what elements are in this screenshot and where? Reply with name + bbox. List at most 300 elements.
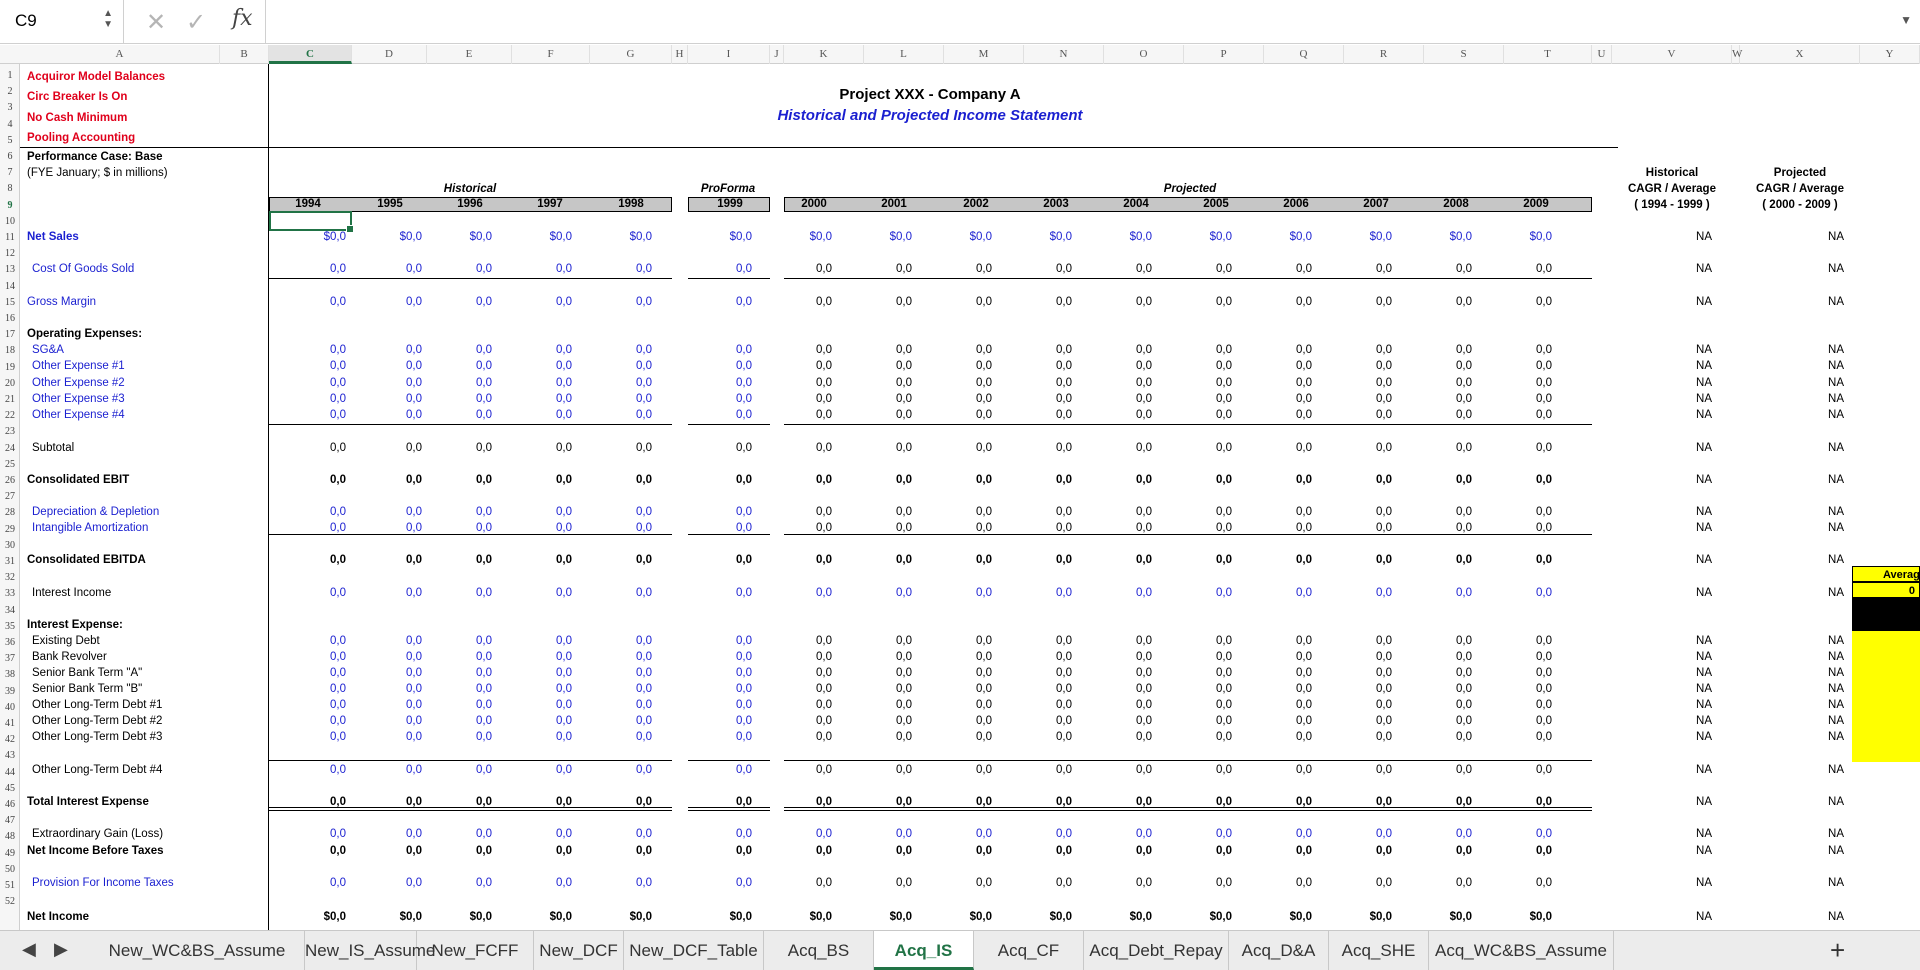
value-cell[interactable]: $0,0 (1449, 911, 1472, 923)
value-cell[interactable]: 0,0 (1456, 845, 1472, 857)
value-cell[interactable]: 0,0 (1296, 263, 1312, 275)
value-cell[interactable]: 0,0 (406, 409, 422, 421)
value-cell[interactable]: 0,0 (736, 731, 752, 743)
row-header-8[interactable]: 8 (7, 183, 13, 195)
column-header-m[interactable]: M (944, 45, 1024, 64)
value-cell[interactable]: 0,0 (1296, 731, 1312, 743)
column-header-b[interactable]: B (220, 45, 269, 64)
value-cell[interactable]: 0,0 (1136, 877, 1152, 889)
value-cell[interactable]: 0,0 (896, 474, 912, 486)
hist-cagr-cell[interactable]: NA (1696, 635, 1712, 647)
row-header-17[interactable]: 17 (5, 329, 15, 341)
value-cell[interactable]: 0,0 (330, 683, 346, 695)
column-header-f[interactable]: F (512, 45, 590, 64)
value-cell[interactable]: 0,0 (556, 506, 572, 518)
sheet-tab-acq-d-a[interactable]: Acq_D&A (1229, 931, 1329, 970)
column-header-t[interactable]: T (1504, 45, 1592, 64)
value-cell[interactable]: 0,0 (976, 715, 992, 727)
value-cell[interactable]: 0,0 (1296, 651, 1312, 663)
row-header-38[interactable]: 38 (5, 669, 15, 681)
value-cell[interactable]: 0,0 (556, 715, 572, 727)
value-cell[interactable]: 0,0 (1296, 344, 1312, 356)
value-cell[interactable]: 0,0 (736, 828, 752, 840)
cancel-icon[interactable]: ✕ (146, 9, 167, 36)
value-cell[interactable]: 0,0 (816, 731, 832, 743)
value-cell[interactable]: 0,0 (1136, 828, 1152, 840)
column-header-h[interactable]: H (672, 45, 688, 64)
value-cell[interactable]: 0,0 (736, 377, 752, 389)
value-cell[interactable]: 0,0 (406, 651, 422, 663)
value-cell[interactable]: 0,0 (1296, 506, 1312, 518)
value-cell[interactable]: 0,0 (896, 506, 912, 518)
value-cell[interactable]: 0,0 (1376, 877, 1392, 889)
value-cell[interactable]: 0,0 (1536, 554, 1552, 566)
value-cell[interactable]: 0,0 (1376, 699, 1392, 711)
column-header-x[interactable]: X (1740, 45, 1860, 64)
proj-cagr-cell[interactable]: NA (1828, 506, 1844, 518)
row-header-28[interactable]: 28 (5, 507, 15, 519)
row-header-5[interactable]: 5 (7, 134, 13, 146)
value-cell[interactable]: 0,0 (476, 828, 492, 840)
proj-cagr-cell[interactable]: NA (1828, 360, 1844, 372)
value-cell[interactable]: 0,0 (330, 731, 346, 743)
value-cell[interactable]: 0,0 (1136, 442, 1152, 454)
value-cell[interactable]: 0,0 (1456, 587, 1472, 599)
sheet-tab-new-dcf[interactable]: New_DCF (534, 931, 624, 970)
value-cell[interactable]: 0,0 (406, 828, 422, 840)
value-cell[interactable]: 0,0 (1376, 393, 1392, 405)
value-cell[interactable]: 0,0 (406, 699, 422, 711)
value-cell[interactable]: 0,0 (406, 522, 422, 534)
value-cell[interactable]: 0,0 (816, 360, 832, 372)
value-cell[interactable]: 0,0 (330, 393, 346, 405)
value-cell[interactable]: 0,0 (330, 554, 346, 566)
value-cell[interactable]: 0,0 (976, 699, 992, 711)
row-header-32[interactable]: 32 (5, 572, 15, 584)
value-cell[interactable]: 0,0 (976, 360, 992, 372)
value-cell[interactable]: 0,0 (816, 587, 832, 599)
value-cell[interactable]: 0,0 (636, 587, 652, 599)
row-header-49[interactable]: 49 (5, 847, 15, 859)
value-cell[interactable]: 0,0 (736, 393, 752, 405)
value-cell[interactable]: 0,0 (636, 731, 652, 743)
proj-cagr-cell[interactable]: NA (1828, 344, 1844, 356)
value-cell[interactable]: 0,0 (406, 587, 422, 599)
proj-cagr-cell[interactable]: NA (1828, 587, 1844, 599)
proj-cagr-cell[interactable]: NA (1828, 296, 1844, 308)
value-cell[interactable]: 0,0 (736, 651, 752, 663)
value-cell[interactable]: 0,0 (636, 845, 652, 857)
value-cell[interactable]: 0,0 (1056, 667, 1072, 679)
value-cell[interactable]: 0,0 (1056, 587, 1072, 599)
proj-cagr-cell[interactable]: NA (1828, 667, 1844, 679)
hist-cagr-cell[interactable]: NA (1696, 393, 1712, 405)
value-cell[interactable]: 0,0 (976, 393, 992, 405)
next-sheet-icon[interactable]: ▶ (54, 939, 68, 959)
value-cell[interactable]: 0,0 (976, 344, 992, 356)
value-cell[interactable]: 0,0 (976, 667, 992, 679)
value-cell[interactable]: 0,0 (1056, 409, 1072, 421)
value-cell[interactable]: 0,0 (1056, 263, 1072, 275)
value-cell[interactable]: 0,0 (1456, 683, 1472, 695)
value-cell[interactable]: $0,0 (1209, 231, 1232, 243)
sheet-tab-acq-cf[interactable]: Acq_CF (974, 931, 1084, 970)
value-cell[interactable]: 0,0 (1456, 877, 1472, 889)
value-cell[interactable]: 0,0 (736, 764, 752, 776)
value-cell[interactable]: 0,0 (636, 651, 652, 663)
value-cell[interactable]: 0,0 (1376, 344, 1392, 356)
value-cell[interactable]: 0,0 (1376, 683, 1392, 695)
value-cell[interactable]: 0,0 (976, 522, 992, 534)
value-cell[interactable]: 0,0 (636, 377, 652, 389)
hist-cagr-cell[interactable]: NA (1696, 409, 1712, 421)
value-cell[interactable]: 0,0 (330, 506, 346, 518)
hist-cagr-cell[interactable]: NA (1696, 651, 1712, 663)
value-cell[interactable]: 0,0 (406, 715, 422, 727)
value-cell[interactable]: 0,0 (1216, 796, 1232, 808)
column-header-l[interactable]: L (864, 45, 944, 64)
value-cell[interactable]: 0,0 (556, 474, 572, 486)
value-cell[interactable]: 0,0 (1216, 554, 1232, 566)
value-cell[interactable]: 0,0 (1536, 877, 1552, 889)
value-cell[interactable]: 0,0 (556, 683, 572, 695)
value-cell[interactable]: 0,0 (1376, 845, 1392, 857)
value-cell[interactable]: 0,0 (476, 522, 492, 534)
hist-cagr-cell[interactable]: NA (1696, 667, 1712, 679)
value-cell[interactable]: 0,0 (1136, 344, 1152, 356)
value-cell[interactable]: $0,0 (1129, 911, 1152, 923)
value-cell[interactable]: 0,0 (1216, 587, 1232, 599)
value-cell[interactable]: 0,0 (816, 845, 832, 857)
value-cell[interactable]: 0,0 (1216, 683, 1232, 695)
row-header-2[interactable]: 2 (7, 86, 13, 98)
value-cell[interactable]: 0,0 (1136, 731, 1152, 743)
value-cell[interactable]: 0,0 (736, 409, 752, 421)
value-cell[interactable]: 0,0 (476, 442, 492, 454)
value-cell[interactable]: 0,0 (816, 796, 832, 808)
value-cell[interactable]: 0,0 (476, 667, 492, 679)
proj-cagr-cell[interactable]: NA (1828, 554, 1844, 566)
value-cell[interactable]: 0,0 (556, 651, 572, 663)
sheet-tab-acq-bs[interactable]: Acq_BS (764, 931, 874, 970)
column-header-d[interactable]: D (352, 45, 427, 64)
value-cell[interactable]: 0,0 (1376, 296, 1392, 308)
value-cell[interactable]: 0,0 (330, 667, 346, 679)
value-cell[interactable]: 0,0 (1136, 796, 1152, 808)
row-header-16[interactable]: 16 (5, 313, 15, 324)
value-cell[interactable]: 0,0 (1056, 377, 1072, 389)
row-header-6[interactable]: 6 (7, 151, 13, 162)
value-cell[interactable]: 0,0 (476, 377, 492, 389)
row-header-21[interactable]: 21 (5, 394, 15, 405)
value-cell[interactable]: 0,0 (330, 377, 346, 389)
value-cell[interactable]: 0,0 (896, 731, 912, 743)
row-header-41[interactable]: 41 (5, 718, 15, 729)
add-sheet-icon[interactable]: + (1830, 935, 1846, 965)
value-cell[interactable]: 0,0 (556, 344, 572, 356)
value-cell[interactable]: 0,0 (406, 296, 422, 308)
value-cell[interactable]: 0,0 (1136, 522, 1152, 534)
value-cell[interactable]: 0,0 (330, 442, 346, 454)
value-cell[interactable]: 0,0 (976, 474, 992, 486)
value-cell[interactable]: 0,0 (976, 877, 992, 889)
row-header-15[interactable]: 15 (5, 296, 15, 308)
value-cell[interactable]: 0,0 (1296, 796, 1312, 808)
value-cell[interactable]: 0,0 (476, 635, 492, 647)
value-cell[interactable]: 0,0 (736, 442, 752, 454)
value-cell[interactable]: 0,0 (816, 651, 832, 663)
value-cell[interactable]: 0,0 (1456, 651, 1472, 663)
value-cell[interactable]: 0,0 (976, 587, 992, 599)
value-cell[interactable]: 0,0 (896, 442, 912, 454)
hist-cagr-cell[interactable]: NA (1696, 715, 1712, 727)
value-cell[interactable]: 0,0 (1056, 877, 1072, 889)
value-cell[interactable]: 0,0 (476, 699, 492, 711)
hist-cagr-cell[interactable]: NA (1696, 474, 1712, 486)
value-cell[interactable]: 0,0 (1216, 764, 1232, 776)
hist-cagr-cell[interactable]: NA (1696, 796, 1712, 808)
value-cell[interactable]: 0,0 (636, 667, 652, 679)
row-header-9[interactable]: 9 (7, 199, 13, 211)
value-cell[interactable]: 0,0 (1536, 699, 1552, 711)
column-header-y[interactable]: Y (1860, 45, 1920, 64)
value-cell[interactable]: 0,0 (736, 506, 752, 518)
value-cell[interactable]: 0,0 (1056, 344, 1072, 356)
value-cell[interactable]: 0,0 (1056, 796, 1072, 808)
value-cell[interactable]: 0,0 (406, 731, 422, 743)
value-cell[interactable]: 0,0 (736, 344, 752, 356)
hist-cagr-cell[interactable]: NA (1696, 845, 1712, 857)
value-cell[interactable]: 0,0 (976, 506, 992, 518)
value-cell[interactable]: 0,0 (406, 393, 422, 405)
value-cell[interactable]: 0,0 (736, 522, 752, 534)
value-cell[interactable]: 0,0 (1456, 360, 1472, 372)
value-cell[interactable]: 0,0 (1216, 651, 1232, 663)
value-cell[interactable]: 0,0 (1056, 845, 1072, 857)
row-header-10[interactable]: 10 (5, 215, 15, 227)
column-header-q[interactable]: Q (1264, 45, 1344, 64)
value-cell[interactable]: 0,0 (976, 764, 992, 776)
value-cell[interactable]: $0,0 (809, 231, 832, 243)
value-cell[interactable]: 0,0 (1296, 393, 1312, 405)
value-cell[interactable]: 0,0 (636, 715, 652, 727)
value-cell[interactable]: 0,0 (1536, 393, 1552, 405)
value-cell[interactable]: 0,0 (1536, 296, 1552, 308)
value-cell[interactable]: $0,0 (1369, 911, 1392, 923)
row-header-7[interactable]: 7 (7, 167, 13, 179)
value-cell[interactable]: 0,0 (636, 764, 652, 776)
value-cell[interactable]: 0,0 (1376, 651, 1392, 663)
value-cell[interactable]: 0,0 (736, 587, 752, 599)
sheet-tab-new-is-assume[interactable]: New_IS_Assume (305, 931, 417, 970)
row-header-36[interactable]: 36 (5, 637, 15, 648)
proj-cagr-cell[interactable]: NA (1828, 828, 1844, 840)
value-cell[interactable]: 0,0 (1216, 377, 1232, 389)
value-cell[interactable]: 0,0 (1376, 409, 1392, 421)
value-cell[interactable]: 0,0 (1456, 263, 1472, 275)
sheet-tab-acq-wc-bs-assume[interactable]: Acq_WC&BS_Assume (1429, 931, 1614, 970)
value-cell[interactable]: 0,0 (476, 796, 492, 808)
value-cell[interactable]: 0,0 (976, 296, 992, 308)
row-header-35[interactable]: 35 (5, 620, 15, 632)
value-cell[interactable]: 0,0 (736, 845, 752, 857)
proj-cagr-cell[interactable]: NA (1828, 409, 1844, 421)
value-cell[interactable]: 0,0 (1216, 715, 1232, 727)
value-cell[interactable]: 0,0 (1536, 360, 1552, 372)
proj-cagr-cell[interactable]: NA (1828, 845, 1844, 857)
value-cell[interactable]: 0,0 (736, 360, 752, 372)
value-cell[interactable]: 0,0 (1376, 474, 1392, 486)
confirm-icon[interactable]: ✓ (186, 9, 207, 36)
proj-cagr-cell[interactable]: NA (1828, 231, 1844, 243)
value-cell[interactable]: 0,0 (1296, 474, 1312, 486)
value-cell[interactable]: 0,0 (1216, 522, 1232, 534)
value-cell[interactable]: $0,0 (969, 911, 992, 923)
value-cell[interactable]: 0,0 (1056, 474, 1072, 486)
value-cell[interactable]: 0,0 (1056, 393, 1072, 405)
value-cell[interactable]: 0,0 (1216, 442, 1232, 454)
value-cell[interactable]: 0,0 (736, 877, 752, 889)
value-cell[interactable]: 0,0 (1136, 587, 1152, 599)
value-cell[interactable]: 0,0 (736, 296, 752, 308)
value-cell[interactable]: 0,0 (1536, 845, 1552, 857)
row-header-44[interactable]: 44 (5, 766, 15, 778)
value-cell[interactable]: 0,0 (1376, 828, 1392, 840)
row-header-12[interactable]: 12 (5, 248, 15, 260)
value-cell[interactable]: $0,0 (1529, 911, 1552, 923)
column-header-u[interactable]: U (1592, 45, 1612, 64)
value-cell[interactable]: 0,0 (1536, 409, 1552, 421)
value-cell[interactable]: 0,0 (1296, 683, 1312, 695)
value-cell[interactable]: 0,0 (1136, 667, 1152, 679)
value-cell[interactable]: 0,0 (1056, 635, 1072, 647)
value-cell[interactable]: 0,0 (330, 796, 346, 808)
value-cell[interactable]: 0,0 (896, 344, 912, 356)
hist-cagr-cell[interactable]: NA (1696, 683, 1712, 695)
row-header-1[interactable]: 1 (7, 70, 13, 81)
value-cell[interactable]: 0,0 (1456, 474, 1472, 486)
sheet-tab-new-wc-bs-assume[interactable]: New_WC&BS_Assume (90, 931, 305, 970)
value-cell[interactable]: 0,0 (636, 263, 652, 275)
value-cell[interactable]: 0,0 (406, 442, 422, 454)
value-cell[interactable]: 0,0 (1296, 522, 1312, 534)
proj-cagr-cell[interactable]: NA (1828, 263, 1844, 275)
value-cell[interactable]: 0,0 (330, 828, 346, 840)
hist-cagr-cell[interactable]: NA (1696, 731, 1712, 743)
row-header-46[interactable]: 46 (5, 799, 15, 810)
value-cell[interactable]: 0,0 (330, 715, 346, 727)
row-header-25[interactable]: 25 (5, 458, 15, 470)
value-cell[interactable]: 0,0 (976, 828, 992, 840)
value-cell[interactable]: 0,0 (1296, 877, 1312, 889)
value-cell[interactable]: 0,0 (1136, 635, 1152, 647)
column-header-e[interactable]: E (427, 45, 512, 64)
value-cell[interactable]: 0,0 (556, 409, 572, 421)
hist-cagr-cell[interactable]: NA (1696, 296, 1712, 308)
row-header-39[interactable]: 39 (5, 685, 15, 697)
value-cell[interactable]: 0,0 (1536, 587, 1552, 599)
hist-cagr-cell[interactable]: NA (1696, 587, 1712, 599)
value-cell[interactable]: 0,0 (896, 877, 912, 889)
value-cell[interactable]: 0,0 (1056, 715, 1072, 727)
value-cell[interactable]: 0,0 (736, 796, 752, 808)
value-cell[interactable]: 0,0 (1136, 683, 1152, 695)
value-cell[interactable]: 0,0 (816, 442, 832, 454)
value-cell[interactable]: 0,0 (896, 828, 912, 840)
value-cell[interactable]: 0,0 (556, 377, 572, 389)
value-cell[interactable]: 0,0 (816, 764, 832, 776)
value-cell[interactable]: 0,0 (636, 699, 652, 711)
value-cell[interactable]: 0,0 (1456, 344, 1472, 356)
value-cell[interactable]: 0,0 (736, 635, 752, 647)
value-cell[interactable]: 0,0 (1456, 377, 1472, 389)
value-cell[interactable]: 0,0 (556, 360, 572, 372)
hist-cagr-cell[interactable]: NA (1696, 360, 1712, 372)
value-cell[interactable]: 0,0 (406, 796, 422, 808)
value-cell[interactable]: 0,0 (476, 877, 492, 889)
value-cell[interactable]: 0,0 (1136, 296, 1152, 308)
value-cell[interactable]: 0,0 (1056, 764, 1072, 776)
proj-cagr-cell[interactable]: NA (1828, 796, 1844, 808)
value-cell[interactable]: 0,0 (1376, 263, 1392, 275)
value-cell[interactable]: 0,0 (1216, 877, 1232, 889)
value-cell[interactable]: 0,0 (1296, 715, 1312, 727)
value-cell[interactable]: 0,0 (736, 667, 752, 679)
value-cell[interactable]: 0,0 (330, 877, 346, 889)
value-cell[interactable]: 0,0 (1216, 474, 1232, 486)
value-cell[interactable]: $0,0 (729, 231, 752, 243)
value-cell[interactable]: 0,0 (636, 828, 652, 840)
value-cell[interactable]: 0,0 (1136, 764, 1152, 776)
value-cell[interactable]: 0,0 (1216, 731, 1232, 743)
value-cell[interactable]: 0,0 (636, 442, 652, 454)
value-cell[interactable]: 0,0 (1456, 796, 1472, 808)
value-cell[interactable]: 0,0 (636, 344, 652, 356)
value-cell[interactable]: $0,0 (1289, 231, 1312, 243)
value-cell[interactable]: 0,0 (1296, 635, 1312, 647)
value-cell[interactable]: 0,0 (330, 344, 346, 356)
value-cell[interactable]: 0,0 (1216, 845, 1232, 857)
value-cell[interactable]: 0,0 (1376, 506, 1392, 518)
row-header-3[interactable]: 3 (7, 102, 13, 114)
value-cell[interactable]: 0,0 (1056, 828, 1072, 840)
value-cell[interactable]: 0,0 (1296, 377, 1312, 389)
value-cell[interactable]: 0,0 (476, 554, 492, 566)
value-cell[interactable]: 0,0 (476, 360, 492, 372)
value-cell[interactable]: 0,0 (476, 506, 492, 518)
value-cell[interactable]: 0,0 (556, 796, 572, 808)
value-cell[interactable]: 0,0 (1296, 764, 1312, 776)
value-cell[interactable]: 0,0 (556, 442, 572, 454)
value-cell[interactable]: 0,0 (976, 554, 992, 566)
value-cell[interactable]: 0,0 (896, 635, 912, 647)
value-cell[interactable]: $0,0 (1449, 231, 1472, 243)
value-cell[interactable]: 0,0 (976, 263, 992, 275)
value-cell[interactable]: 0,0 (1296, 554, 1312, 566)
value-cell[interactable]: 0,0 (1376, 731, 1392, 743)
value-cell[interactable]: 0,0 (1456, 442, 1472, 454)
hist-cagr-cell[interactable]: NA (1696, 699, 1712, 711)
value-cell[interactable]: 0,0 (476, 344, 492, 356)
value-cell[interactable]: 0,0 (406, 344, 422, 356)
value-cell[interactable]: 0,0 (1056, 731, 1072, 743)
value-cell[interactable]: 0,0 (1456, 699, 1472, 711)
insert-function-icon[interactable]: fx (232, 6, 253, 31)
value-cell[interactable]: 0,0 (556, 296, 572, 308)
value-cell[interactable]: 0,0 (330, 409, 346, 421)
sheet-tab-acq-is[interactable]: Acq_IS (874, 931, 974, 970)
value-cell[interactable]: 0,0 (406, 667, 422, 679)
